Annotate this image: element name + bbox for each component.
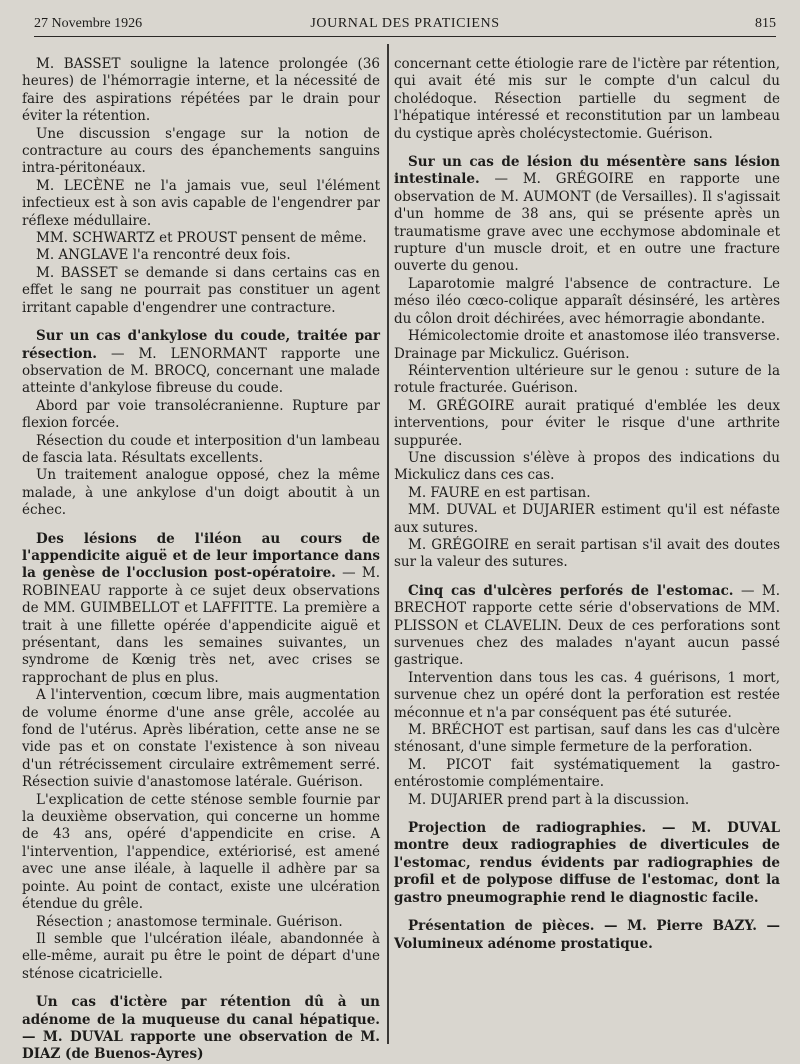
section-heading-paragraph: Sur un cas de lésion du mésentère sans lésion intestinale. — M. GRÉGOIRE en rapporte une observation de M. AUMONT (de Versailles). Il s'agissait d'un homme de 38 ans, qui se présente après un traumatisme grave avec une ecchymose abdominale et rupture d'un muscle droit, et en outre une fracture ouverte du genou. [394,154,780,275]
section-heading-paragraph: Sur un cas d'ankylose du coude, traitée par résection. — M. LENORMANT rapporte une observation de M. BROCQ, concernant une malade atteinte d'ankylose fibreuse du coude. [22,328,380,397]
paragraph: M. FAURE en est partisan. [408,484,591,501]
column-divider [387,44,389,1044]
header-title: JOURNAL DES PRATICIENS [310,16,500,31]
section-heading-paragraph: Des lésions de l'iléon au cours de l'appendicite aiguë et de leur importance dans la genèse de l'occlusion post-opératoire. — M. ROBINEAU rapporte à ce sujet deux observations de MM. GUIMBELLOT et LAFFITTE. La première a trait à une fillette opérée d'appendicite aiguë et présentant, dans les semaines suivantes, un syndrome de Kœnig très net, avec crises se rapprochant de plus en plus. [22,530,380,686]
left-column [22,56,380,1064]
paragraph: MM. DUVAL et DUJARIER estiment qu'il est néfaste aux sutures. [394,502,780,536]
page-header [34,14,776,37]
section-heading: Un cas d'ictère par rétention dû à un adénome de la muqueuse du canal hépatique. — M. DUVAL rapporte une observation de M. DIAZ (de Buenos-Ayres) [22,994,380,1063]
section-heading-paragraph [394,918,780,953]
paragraph: Il semble que l'ulcération iléale, abandonnée à elle-même, aurait pu être le point de départ d'une sténose cicatricielle. [22,930,380,982]
paragraph: M. BRÉCHOT est partisan, sauf dans les cas d'ulcère sténosant, d'une simple fermeture de la perforation. [394,722,780,756]
paragraph: concernant cette étiologie rare de l'ictère par rétention, qui avait été mis sur le compte d'un calcul du cholédoque. Résection partielle du segment de l'hépatique intéressé et reconstitution par un lambeau du cystique après cholécystectomie. Guérison. [394,56,780,142]
paragraph: Résection du coude et interposition d'un lambeau de fascia lata. Résultats excellents. [22,432,380,466]
section-heading: Sur un cas d'ankylose du coude, traitée par résection. [22,328,380,362]
paragraph: M. ANGLAVE l'a rencontré deux fois. [36,247,291,264]
paragraph: M. BASSET se demande si dans certains cas en effet le sang ne pourrait pas constituer un agent irritant capable d'engendrer une contracture. [22,264,380,316]
paragraph: Laparotomie malgré l'absence de contracture. Le méso iléo cœco-colique apparaît désinséré, les artères du côlon droit déchirées, avec hémorragie abondante. [394,275,780,327]
paragraph: M. LECÈNE ne l'a jamais vue, seul l'élément infectieux est à son avis capable de l'engendrer par réflexe médullaire. [22,177,380,229]
paragraph: M. DUJARIER prend part à la discussion. [408,791,690,808]
header-date: 27 Novembre 1926 [34,16,143,31]
paragraph: M. GRÉGOIRE en serait partisan s'il avait des doutes sur la valeur des sutures. [394,536,780,571]
section-heading: Projection de radiographies. — M. DUVAL montre deux radiographies de diverticules de l'estomac, rendus évidents par radiographies de profil et de polypose diffuse de l'estomac, dont la gastro pneumographie rend le diagnostic facile. [394,820,780,906]
header-page-number: 815 [755,16,776,31]
paragraph: M. GRÉGOIRE aurait pratiqué d'emblée les deux interventions, pour éviter le risque d'une arthrite suppurée. [394,397,780,449]
section-heading-paragraph: Cinq cas d'ulcères perforés de l'estomac. — M. BRECHOT rapporte cette série d'observations de MM. PLISSON et CLAVELIN. Deux de ces perforations sont survenues chez des malades n'ayant aucun passé gastrique. [394,582,780,669]
paragraph: A l'intervention, cœcum libre, mais augmentation de volume énorme d'une anse grêle, accolée au fond de l'utérus. Après libération, cette anse ne se vide pas et on constate l'existence à son niveau d'un rétrécissement circulaire extrêmement serré. Résection suivie d'anastomose latérale. Guérison. [22,687,380,791]
paragraph: Abord par voie transolécranienne. Rupture par flexion forcée. [22,397,380,432]
paragraph: Une discussion s'engage sur la notion de contracture au cours des épanchements sanguins intra-péritonéaux. [22,125,380,177]
paragraph: M. PICOT fait systématiquement la gastro-entérostomie complémentaire. [394,756,780,791]
section-heading: Des lésions de l'iléon au cours de l'appendicite aiguë et de leur importance dans la genèse de l'occlusion post-opératoire. [22,530,380,582]
section-heading: Sur un cas de lésion du mésentère sans lésion intestinale. [394,154,780,188]
paragraph: Réintervention ultérieure sur le genou : suture de la rotule fracturée. Guérison. [394,362,780,397]
paragraph: Une discussion s'élève à propos des indications du Mickulicz dans ces cas. [394,449,780,484]
section-heading-paragraph [394,820,780,907]
right-column [394,56,780,953]
section-heading: Cinq cas d'ulcères perforés de l'estomac. [408,582,734,599]
paragraph: Un traitement analogue opposé, chez la même malade, à une ankylose d'un doigt aboutit à un échec. [22,467,380,519]
paragraph: M. BASSET souligne la latence prolongée (36 heures) de l'hémorragie interne, et la nécessité de faire des aspirations répétées par le drain pour éviter la rétention. [22,56,380,125]
paragraph: Hémicolectomie droite et anastomose iléo transverse. Drainage par Mickulicz. Guérison. [394,328,780,362]
section-heading: Présentation de pièces. — M. Pierre BAZY. — Volumineux adénome prostatique. [394,918,780,952]
paragraph: MM. SCHWARTZ et PROUST pensent de même. [36,230,367,247]
paragraph: Intervention dans tous les cas. 4 guérisons, 1 mort, survenue chez un opéré dont la perforation est restée méconnue et n'a par conséquent pas été suturée. [394,669,780,721]
paragraph: L'explication de cette sténose semble fournie par la deuxième observation, qui concerne un homme de 43 ans, opéré d'appendicite en crise. A l'intervention, l'appendice, extériorisé, est amené avec une anse iléale, à laquelle il adhère par sa pointe. Au point de contact, existe une ulcération étendue du grêle. [22,791,380,913]
section-heading-paragraph [22,994,380,1064]
paragraph: Résection ; anastomose terminale. Guérison. [36,913,343,930]
